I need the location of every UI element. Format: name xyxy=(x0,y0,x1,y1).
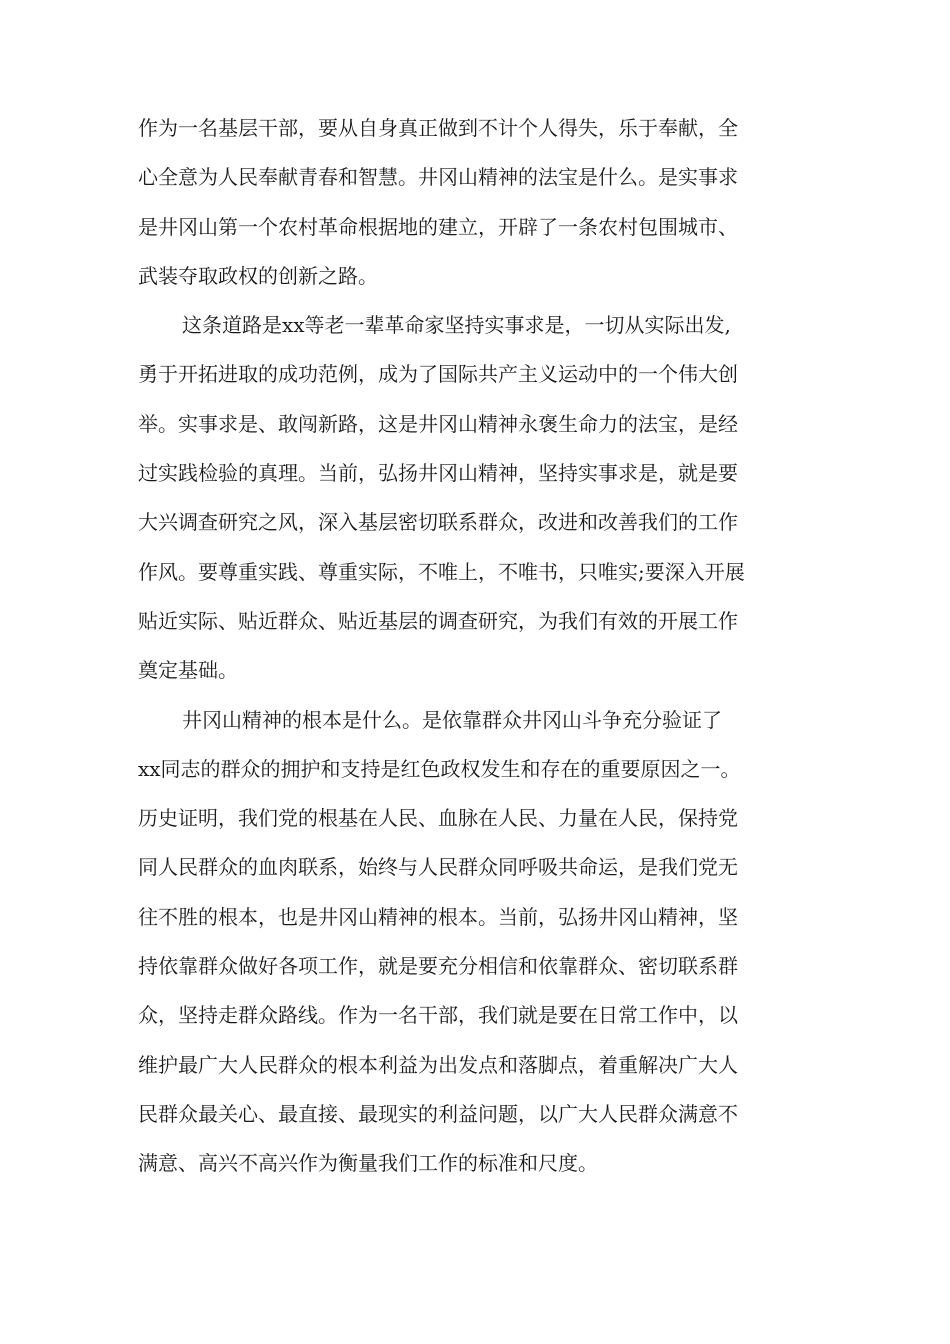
text-line: 举。实事求是、敢闯新路，这是井冈山精神永褒生命力的法宝，是经 xyxy=(138,411,738,436)
paragraph-first-line: 这条道路是xx等老一辈革命家坚持实事求是，一切从实际出发, xyxy=(182,313,731,338)
text-line: 过实践检验的真理。当前，弘扬井冈山精神，坚持实事求是，就是要 xyxy=(138,461,738,486)
text-line: 作风。要尊重实践、尊重实际，不唯上，不唯书，只唯实;要深入开展 xyxy=(138,559,745,584)
text-line: 武装夺取政权的创新之路。 xyxy=(138,263,378,288)
text-line: xx同志的群众的拥护和支持是红色政权发生和存在的重要原因之一。 xyxy=(138,756,741,781)
text-line: 历史证明，我们党的根基在人民、血脉在人民、力量在人民，保持党 xyxy=(138,806,738,831)
text-line: 往不胜的根本，也是井冈山精神的根本。当前，弘扬井冈山精神，坚 xyxy=(138,904,738,929)
text-line: 持依靠群众做好各项工作，就是要充分相信和依靠群众、密切联系群 xyxy=(138,954,738,979)
document-body xyxy=(138,104,818,1189)
text-line: 贴近实际、贴近群众、贴近基层的调查研究，为我们有效的开展工作 xyxy=(138,608,738,633)
text-line: 同人民群众的血肉联系，始终与人民群众同呼吸共命运，是我们党无 xyxy=(138,855,738,880)
text-line: 作为一名基层干部，要从自身真正做到不计个人得失，乐于奉献，全 xyxy=(138,116,738,140)
paragraph-first-line: 井冈山精神的根本是什么。是依靠群众井冈山斗争充分验证了 xyxy=(182,707,722,732)
text-line: 满意、高兴不高兴作为衡量我们工作的标准和尺度。 xyxy=(138,1151,598,1176)
text-line: 奠定基础。 xyxy=(138,658,238,683)
text-line: 民群众最关心、最直接、最现实的利益问题，以广大人民群众满意不 xyxy=(138,1101,738,1126)
text-line: 大兴调查研究之风，深入基层密切联系群众，改进和改善我们的工作 xyxy=(138,510,738,535)
text-line: 众，坚持走群众路线。作为一名干部，我们就是要在日常工作中，以 xyxy=(138,1003,738,1028)
text-line: 维护最广大人民群众的根本利益为出发点和落脚点，着重解决广大人 xyxy=(138,1052,738,1077)
text-line: 勇于开拓进取的成功范例，成为了国际共产主义运动中的一个伟大创 xyxy=(138,362,738,387)
text-line: 心全意为人民奉献青春和智慧。井冈山精神的法宝是什么。是实事求 xyxy=(138,165,738,190)
text-line: 是井冈山第一个农村革命根据地的建立，开辟了一条农村包围城市、 xyxy=(138,214,738,239)
